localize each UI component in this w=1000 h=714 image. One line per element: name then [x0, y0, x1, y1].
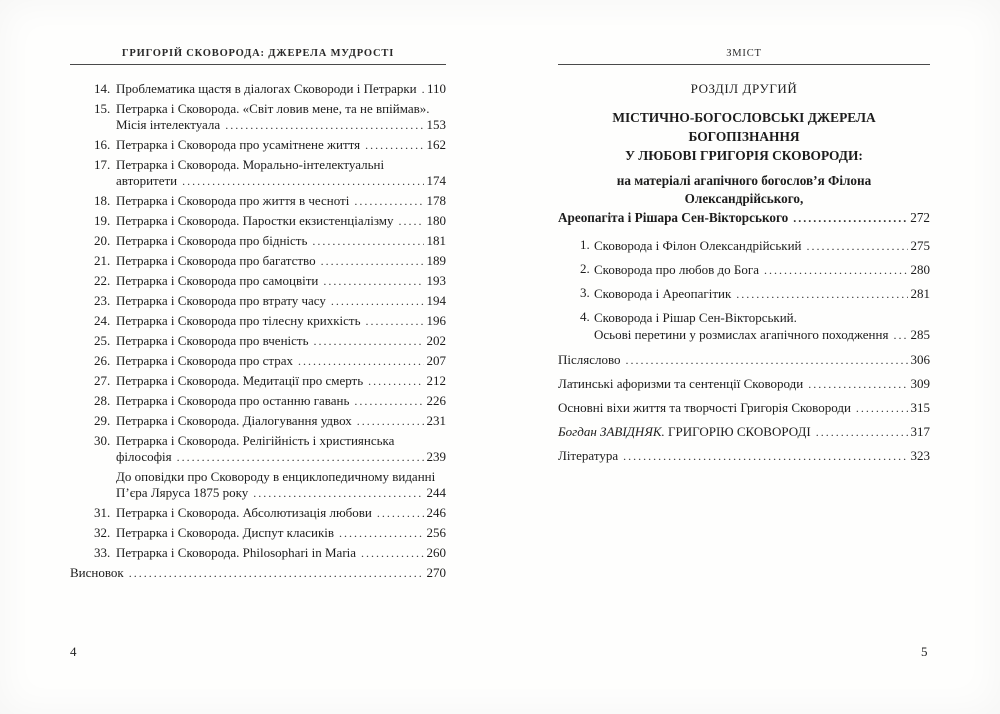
toc-page-number: 193 [426, 273, 446, 288]
toc-entry [70, 313, 446, 329]
chapter-subentries [558, 237, 930, 344]
toc-page-number: 306 [910, 352, 930, 367]
left-page [70, 48, 446, 585]
toc-entry-title: Петрарка і Сковорода. Philosophari in Maria [116, 545, 357, 560]
toc-entry-title: Післяслово [558, 352, 621, 367]
toc-entry [70, 333, 446, 349]
dot-leader [321, 253, 424, 269]
dot-leader [357, 413, 424, 429]
toc-entry-number: 20. [94, 233, 111, 248]
toc-entry-title: Висновок [70, 565, 124, 580]
author-name-italic: Богдан ЗАВІДНЯК. [558, 424, 668, 439]
toc-entry [70, 293, 446, 309]
toc-page-number: 194 [426, 293, 446, 308]
toc-page-number: 323 [910, 448, 930, 463]
toc-entry [558, 209, 930, 227]
toc-entry [558, 399, 930, 417]
toc-entry-number: 29. [94, 413, 111, 428]
toc-entry-title: Петрарка і Сковорода. Диспут класиків [116, 525, 335, 540]
toc-entry-title: Петрарка і Сковорода. Релігійність і християнська [116, 433, 395, 448]
dot-leader [399, 213, 424, 229]
dot-leader [623, 447, 907, 465]
toc-page-number: 162 [426, 137, 446, 152]
toc-entry-title: Література [558, 448, 619, 463]
toc-entry-number: 28. [94, 393, 111, 408]
toc-entry-title: Проблематика щастя в діалогах Сковороди і Петрарки [116, 81, 417, 96]
toc-page-number: 226 [426, 393, 446, 408]
toc-entry-number: 30. [94, 433, 111, 448]
toc-entry [70, 565, 446, 581]
toc-page-number: 181 [426, 233, 446, 248]
toc-entry [70, 413, 446, 429]
toc-entry-title: Сковорода і Рішар Сен-Вікторський. [594, 310, 797, 325]
toc-entry-title: філософія [116, 449, 172, 464]
toc-entry-number [94, 469, 116, 501]
dot-leader [793, 209, 907, 227]
toc-entry-title: Петрарка і Сковорода. Абсолютизація любови [116, 505, 372, 520]
toc-entry-title: Петрарка і Сковорода про страх [116, 353, 293, 368]
dot-leader [806, 237, 907, 255]
toc-page-number: 280 [910, 262, 930, 277]
toc-entry-number: 16. [94, 137, 111, 152]
dot-leader [339, 525, 423, 541]
toc-entry [558, 261, 930, 279]
toc-entry-title: Ареопагіта і Рішара Сен-Вікторського [558, 210, 789, 225]
toc-page-number: 315 [910, 400, 930, 415]
toc-entry [558, 309, 930, 344]
toc-entry-title: Петрарка і Сковорода. Діалогування удвох [116, 413, 352, 428]
toc-entry-number: 27. [94, 373, 111, 388]
toc-entry-title: Петрарка і Сковорода про вченість [116, 333, 309, 348]
toc-entry-title: Петрарка і Сковорода про втрату часу [116, 293, 326, 308]
chapter-title-line: У ЛЮБОВІ ГРИГОРІЯ СКОВОРОДИ: [625, 148, 863, 163]
toc-entry-number: 24. [94, 313, 111, 328]
toc-entry-number: 33. [94, 545, 111, 560]
dot-leader [354, 193, 423, 209]
toc-entry-title: Латинські афоризми та сентенції Сковороди [558, 376, 804, 391]
toc-entry-title: Петрарка і Сковорода. «Світ ловив мене, та не впіймав». [116, 101, 430, 116]
toc-entry [70, 137, 446, 153]
dot-leader [182, 173, 423, 189]
toc-page-number: 180 [426, 213, 446, 228]
toc-entry [558, 447, 930, 465]
toc-page-number: 174 [426, 173, 446, 188]
toc-entry-number: 31. [94, 505, 111, 520]
toc-entry [70, 433, 446, 465]
toc-entry-title: Сковорода про любов до Бога [594, 262, 759, 277]
dot-leader [816, 423, 908, 441]
toc-entry-number: 2. [580, 261, 590, 276]
toc-entry [70, 193, 446, 209]
toc-entry [70, 233, 446, 249]
toc-entry-title: Петрарка і Сковорода. Медитації про смерть [116, 373, 364, 388]
toc-page-number: 207 [426, 353, 446, 368]
toc-entry [558, 423, 930, 441]
dot-leader [626, 351, 908, 369]
toc-entry [70, 469, 446, 501]
toc-page-number: 202 [426, 333, 446, 348]
toc-entry-title: Петрарка і Сковорода про самоцвіти [116, 273, 319, 288]
toc-entry-number: 15. [94, 101, 111, 116]
toc-entry-number: 17. [94, 157, 111, 172]
toc-entry-title: Сковорода і Філон Олександрійський [594, 238, 802, 253]
toc-entry [70, 525, 446, 541]
toc-page-number: 256 [426, 525, 446, 540]
toc-entry-number: 25. [94, 333, 111, 348]
chapter-title-line: МІСТИЧНО-БОГОСЛОВСЬКІ ДЖЕРЕЛА БОГОПІЗНАННЯ [612, 110, 876, 144]
dot-leader [129, 565, 424, 581]
toc-page-number: 244 [426, 485, 446, 500]
dot-leader [736, 285, 907, 303]
toc-entry-title: Петрарка і Сковорода про останню гавань [116, 393, 350, 408]
dot-leader [366, 313, 424, 329]
toc-entry [558, 375, 930, 393]
dot-leader [331, 293, 424, 309]
dot-leader [361, 545, 423, 561]
dot-leader [225, 117, 423, 133]
toc-entry-title: Петрарка і Сковорода про бідність [116, 233, 308, 248]
dot-leader [365, 137, 423, 153]
toc-page-number: 196 [426, 313, 446, 328]
dot-leader [312, 233, 423, 249]
toc-entry-number: 19. [94, 213, 111, 228]
toc-entry-title: авторитети [116, 173, 178, 188]
toc-entry-title: Сковорода і Ареопагітик [594, 286, 732, 301]
toc-entry [70, 545, 446, 561]
toc-page-number: 178 [426, 193, 446, 208]
toc-entry-title: Петрарка і Сковорода про тілесну крихкість [116, 313, 361, 328]
toc-entry-number: 3. [580, 285, 590, 300]
toc-page-number: 272 [910, 210, 930, 225]
toc-page-number: 189 [426, 253, 446, 268]
toc-entry [558, 237, 930, 255]
right-running-head: ЗМІСТ [558, 48, 930, 65]
left-page-folio: 4 [70, 644, 77, 659]
dot-leader [764, 261, 908, 279]
toc-entry-number: 32. [94, 525, 111, 540]
toc-page-number: 260 [426, 545, 446, 560]
dot-leader [856, 399, 908, 417]
toc-entry-number: 23. [94, 293, 111, 308]
toc-entry [70, 157, 446, 189]
toc-entry-title: Основні віхи життя та творчості Григорія Сковороди [558, 400, 851, 415]
toc-entry [558, 285, 930, 303]
toc-page-number: 231 [426, 413, 446, 428]
toc-entry-title: Петрарка і Сковорода про життя в чесноті [116, 193, 350, 208]
toc-entry-title: Місія інтелектуала [116, 117, 221, 132]
toc-entry [70, 505, 446, 521]
toc-entry-number: 18. [94, 193, 111, 208]
left-toc-entries [70, 81, 446, 581]
toc-entry-title: Осьові перетини у розмислах агапічного походження [594, 327, 889, 342]
dot-leader [368, 373, 423, 389]
dot-leader [808, 375, 907, 393]
toc-entry-title: Петрарка і Сковорода про усамітнене життя [116, 137, 361, 152]
toc-page-number: 153 [426, 117, 446, 132]
toc-entry [70, 81, 446, 97]
dot-leader [893, 326, 907, 344]
toc-entry-number: 22. [94, 273, 111, 288]
toc-entry [70, 101, 446, 133]
dot-leader [177, 449, 424, 465]
dot-leader [323, 273, 423, 289]
toc-entry [70, 373, 446, 389]
right-page-folio: 5 [921, 644, 928, 659]
toc-entry-title: Петрарка і Сковорода про багатство [116, 253, 316, 268]
toc-page-number: 212 [426, 373, 446, 388]
toc-page-number: 309 [910, 376, 930, 391]
chapter-subtitle-line: на матеріалі агапічного богослов’я Філона Олександрійського, [616, 173, 872, 206]
closing-entries [558, 351, 930, 465]
toc-entry-title: П’єра Ляруса 1875 року [116, 485, 249, 500]
toc-entry-number: 21. [94, 253, 111, 268]
toc-entry [70, 393, 446, 409]
dot-leader [377, 505, 424, 521]
toc-page-number: 239 [426, 449, 446, 464]
toc-entry [70, 213, 446, 229]
toc-entry-number: 14. [94, 81, 111, 96]
toc-page-number: 281 [910, 286, 930, 301]
section-label: РОЗДІЛ ДРУГИЙ [690, 81, 798, 96]
toc-page-number: 275 [910, 238, 930, 253]
dot-leader [314, 333, 424, 349]
chapter-subtitle [558, 172, 930, 227]
toc-page-number: 317 [910, 424, 930, 439]
toc-entry-title: Петрарка і Сковорода. Паростки екзистенціалізму [116, 213, 394, 228]
toc-entry-number: 1. [580, 237, 590, 252]
toc-entry-title: До оповідки про Сковороду в енциклопедичному виданні [116, 469, 436, 484]
toc-entry [70, 353, 446, 369]
toc-entry-number: 26. [94, 353, 111, 368]
dot-leader [354, 393, 423, 409]
toc-entry [70, 253, 446, 269]
toc-entry-title: Богдан ЗАВІДНЯК. ГРИГОРІЮ СКОВОРОДІ [558, 424, 811, 439]
toc-entry [558, 351, 930, 369]
toc-page-number: 285 [910, 327, 930, 342]
toc-page-number: 270 [426, 565, 446, 580]
toc-entry-title: Петрарка і Сковорода. Морально-інтелектуальні [116, 157, 385, 172]
toc-entry [70, 273, 446, 289]
dot-leader [422, 81, 424, 97]
toc-page-number: 110 [426, 81, 446, 96]
toc-page-number: 246 [426, 505, 446, 520]
dot-leader [298, 353, 424, 369]
toc-entry-number: 4. [580, 309, 590, 324]
right-page [558, 48, 930, 471]
chapter-title [558, 108, 930, 165]
left-running-head: ГРИГОРІЙ СКОВОРОДА: ДЖЕРЕЛА МУДРОСТІ [70, 48, 446, 65]
dot-leader [253, 485, 423, 501]
